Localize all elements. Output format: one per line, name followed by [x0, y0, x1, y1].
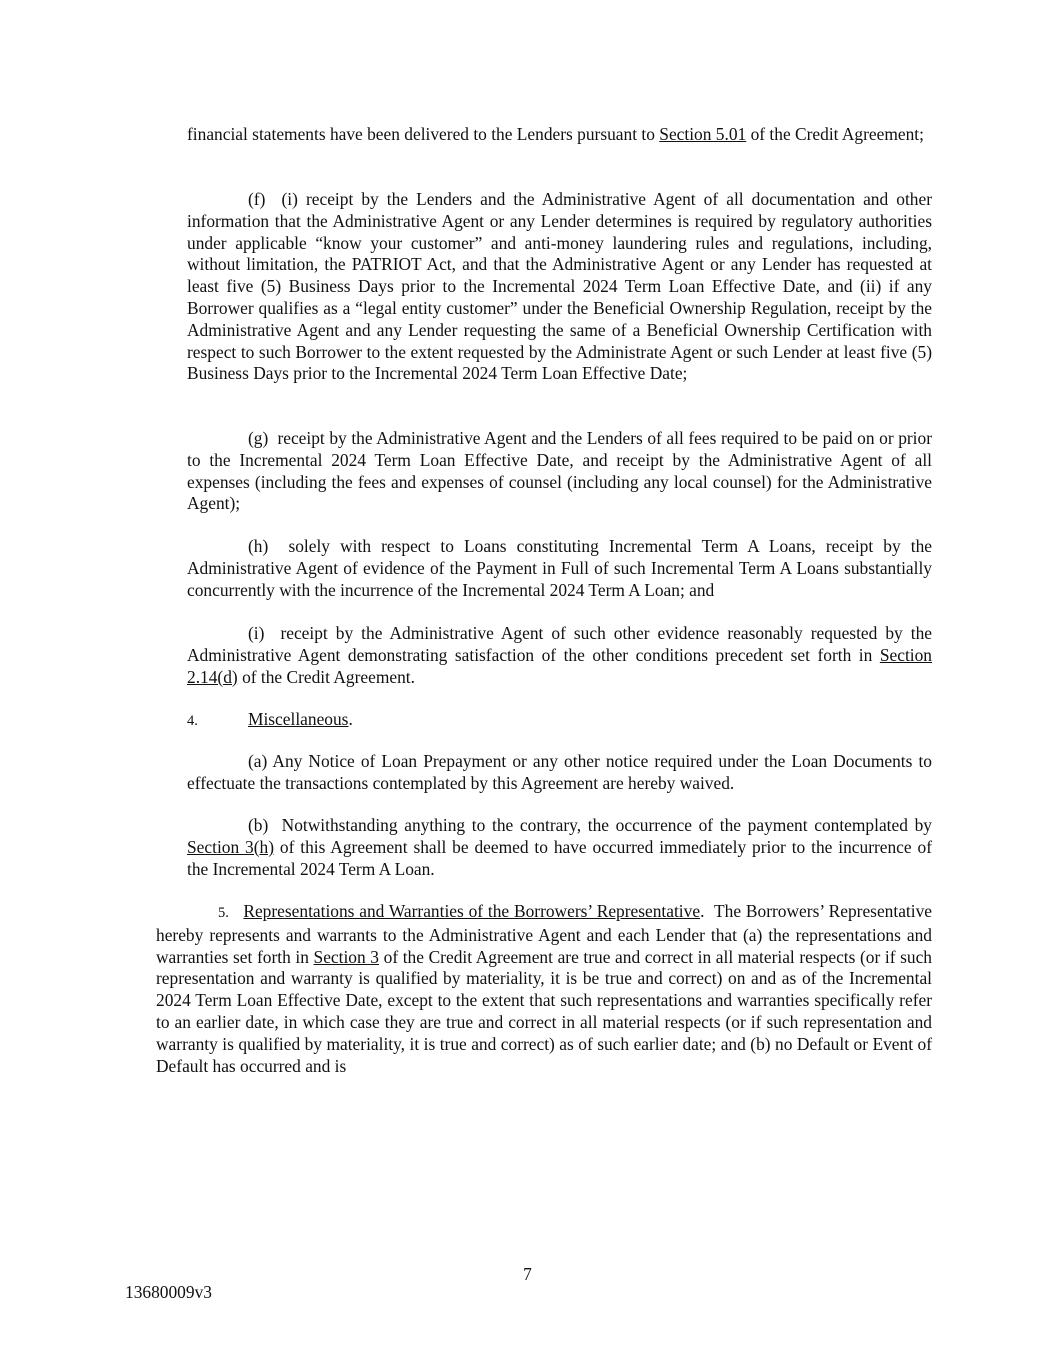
- page-number: 7: [523, 1264, 532, 1284]
- document-id: 13680009v3: [125, 1282, 212, 1302]
- section-title: Representations and Warranties of the Borrowers’ Representative: [243, 901, 701, 921]
- section-5-paragraph: 5. Representations and Warranties of the Borrowers’ Representative. The Borrowers’ Representative hereby represents and warrants to the Administrative Agent and each Lender that (a) the representations and warranties set forth in Section 3 of the Credit Agreement are true and correct in all material respects (or if such representation and warranty is qualified by materiality, it is be true and correct) on and as of the Incremental 2024 Term Loan Effective Date, except to the extent that such representations and warranties specifically refer to an earlier date, in which case they are true and correct in all material respects (or if such representation and warranty is qualified by materiality, it is true and correct) as of such earlier date; and (b) no Default or Event of Default has occurred and is: [156, 901, 932, 1076]
- paragraph-4a: (a) Any Notice of Loan Prepayment or any other notice required under the Loan Documents to effectuate the transactions contemplated by this Agreement are hereby waived.: [187, 751, 932, 793]
- section-number: 4.: [187, 713, 198, 729]
- paragraph-e-continuation: financial statements have been delivered to the Lenders pursuant to Section 5.01 of the Credit Agreement;: [187, 124, 924, 144]
- section-reference-link: Section 3(h): [187, 836, 275, 857]
- section-title: Miscellaneous: [248, 709, 349, 729]
- paragraph-h: (h) solely with respect to Loans constituting Incremental Term A Loans, receipt by the Administrative Agent of evidence of the Payment in Full of such Incremental Term A Loans substantially concurrently with the incurrence of the Incremental 2024 Term A Loan; and: [187, 536, 932, 600]
- section-number: 5.: [218, 905, 229, 921]
- paragraph-i: (i) receipt by the Administrative Agent of such other evidence reasonably requested by the Administrative Agent demonstrating satisfaction of the other conditions precedent set forth in Section 2.14(d) of the Credit Agreement.: [187, 623, 932, 687]
- section-reference-link: Section 5.01: [659, 124, 747, 144]
- section-4-heading: 4. Miscellaneous.: [187, 709, 353, 729]
- paragraph-f: (f) (i) receipt by the Lenders and the Administrative Agent of all documentation and other information that the Administrative Agent or any Lender determines is required by regulatory authorities under applicable “know your customer” and anti-money laundering rules and regulations, including, without limitation, the PATRIOT Act, and that the Administrative Agent or any Lender has requested at least five (5) Business Days prior to the Incremental 2024 Term Loan Effective Date, and (ii) if any Borrower qualifies as a “legal entity customer” under the Beneficial Ownership Regulation, receipt by the Administrative Agent and any Lender requesting the same of a Beneficial Ownership Certification with respect to such Borrower to the extent requested by the Administrate Agent or such Lender at least five (5) Business Days prior to the Incremental 2024 Term Loan Effective Date;: [187, 189, 932, 384]
- section-reference-link: Section 2.14(d): [187, 644, 932, 687]
- paragraph-4b: (b) Notwithstanding anything to the contrary, the occurrence of the payment contemplated by Section 3(h) of this Agreement shall be deemed to have occurred immediately prior to the incurrence of the Incremental 2024 Term A Loan.: [187, 815, 932, 879]
- section-reference-link: Section 3: [313, 946, 380, 967]
- paragraph-g: (g) receipt by the Administrative Agent and the Lenders of all fees required to be paid on or prior to the Incremental 2024 Term Loan Effective Date, and receipt by the Administrative Agent of all expenses (including the fees and expenses of counsel (including any local counsel) for the Administrative Agent);: [187, 428, 932, 514]
